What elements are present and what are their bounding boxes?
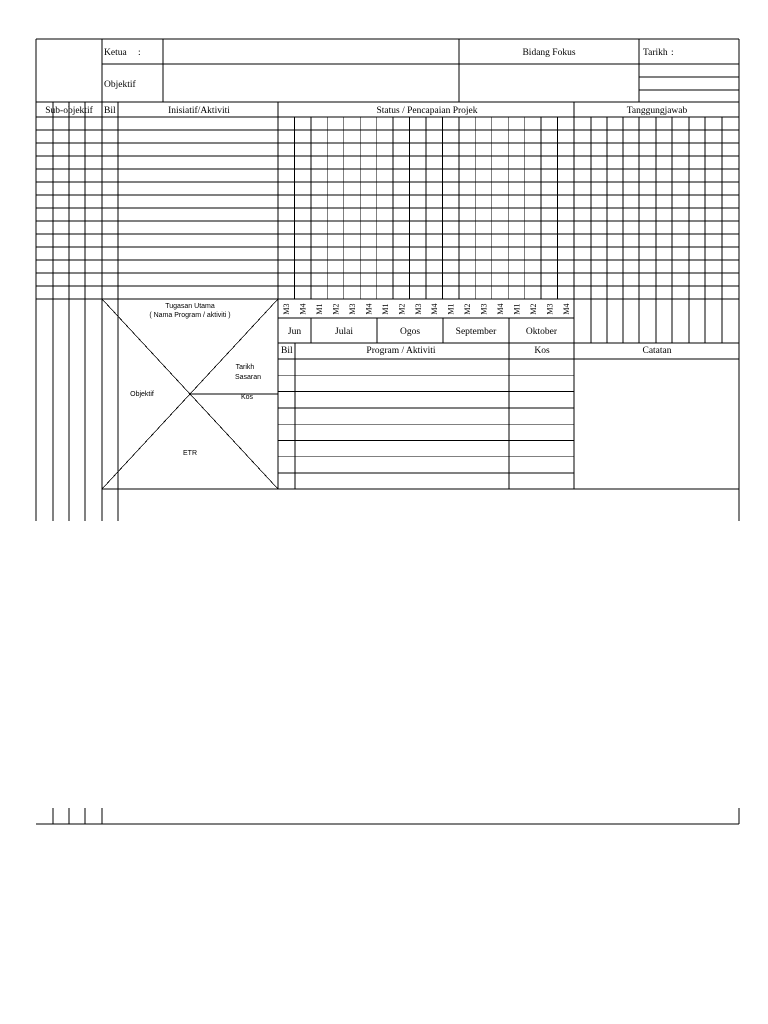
week-label: M1 xyxy=(512,303,522,315)
bil-header: Bil xyxy=(104,106,116,116)
catatan-header: Catatan xyxy=(642,346,672,356)
month-label: September xyxy=(455,327,497,337)
week-label: M4 xyxy=(364,303,374,315)
bidang-fokus-label: Bidang Fokus xyxy=(522,48,576,58)
week-label: M3 xyxy=(545,303,555,315)
ketua-label: Ketua xyxy=(104,48,127,58)
week-label: M1 xyxy=(315,303,325,315)
tarikh-sasaran-line2: Sasaran xyxy=(234,374,262,381)
week-label: M4 xyxy=(298,303,308,315)
tarikh-sasaran-line1: Tarikh xyxy=(235,364,255,371)
month-label: Ogos xyxy=(399,327,421,337)
week-label: M2 xyxy=(463,303,473,315)
inisiatif-header: Inisiatif/Aktiviti xyxy=(168,106,230,116)
tanggungjawab-header: Tanggungjawab xyxy=(626,106,688,116)
diagram-etr-label: ETR xyxy=(183,450,197,457)
week-label: M3 xyxy=(348,303,357,315)
week-label: M2 xyxy=(528,303,538,315)
program-bil-header: Bil xyxy=(281,346,293,356)
month-label: Julai xyxy=(335,327,353,337)
month-label: Jun xyxy=(287,327,302,337)
week-label: M2 xyxy=(397,303,407,315)
ketua-colon: : xyxy=(138,48,141,58)
status-header: Status / Pencapaian Projek xyxy=(376,106,478,116)
program-aktiviti-header: Program / Aktiviti xyxy=(366,346,436,356)
tugasan-utama-title: Tugasan Utama xyxy=(165,303,215,310)
diagram-kos-label: Kos xyxy=(240,394,254,401)
program-kos-header: Kos xyxy=(534,346,550,356)
diagram-objektif-label: Objektif xyxy=(130,391,154,398)
week-label: M4 xyxy=(561,303,571,315)
month-label: Oktober xyxy=(525,327,558,337)
week-label: M2 xyxy=(331,303,341,315)
week-label: M1 xyxy=(380,303,390,315)
objektif-label: Objektif xyxy=(104,80,136,90)
week-label: M4 xyxy=(496,303,505,315)
week-label: M3 xyxy=(413,303,423,315)
week-label: M1 xyxy=(446,303,456,315)
tarikh-label: Tarikh xyxy=(643,48,668,58)
week-label: M3 xyxy=(479,303,489,315)
week-label: M3 xyxy=(282,303,292,315)
sub-objektif-header: Sub-objektif xyxy=(45,106,93,116)
week-label: M4 xyxy=(430,303,440,315)
tarikh-colon: : xyxy=(671,48,674,58)
nama-program-subtitle: ( Nama Program / aktiviti ) xyxy=(149,312,231,319)
